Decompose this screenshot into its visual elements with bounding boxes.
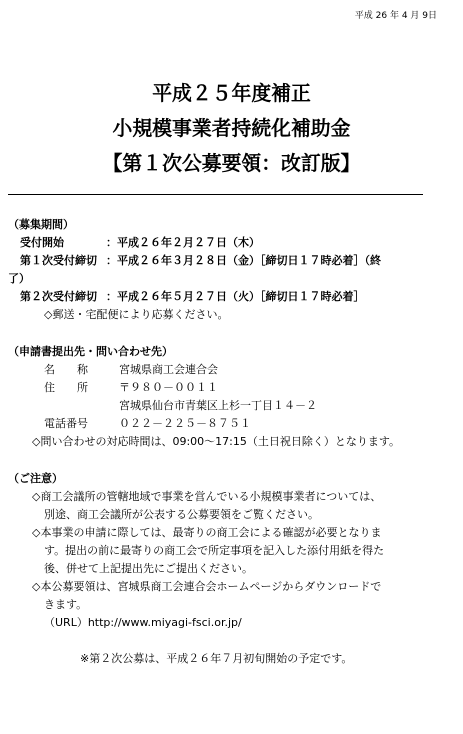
name-label: 名 称 [44,363,88,376]
phone-label: 電話番号 [44,417,88,430]
phone-value: ０２２－２２５－８７５１ [119,417,251,430]
second-round-note: ※第２次公募は、平成２６年７月初旬開始の予定です。 [80,652,353,665]
first-deadline-label: 第１次受付締切 [20,254,97,267]
website-url: （URL）http://www.miyagi-fsci.or.jp/ [44,616,242,629]
recruitment-first-deadline [20,254,381,267]
divider [8,194,423,195]
contact-name [44,363,218,376]
recruitment-heading: （募集期間） [8,218,74,231]
first-deadline-value: ：平成２６年３月２８日（金）［締切日１７時必着］（終 [106,254,381,267]
recruitment-second-deadline [20,290,365,303]
hours-note: ◇問い合わせの対応時間は、09:00～17:15（土日祝日除く）となります。 [32,435,400,448]
note-1-line-2: 別途、商工会議所が公表する公募要領をご覧ください。 [44,508,319,521]
title-line-1: 平成２５年度補正 [152,82,311,105]
first-deadline-cont: 了） [8,272,30,285]
title-line-2: 小規模事業者持続化補助金 [112,117,351,140]
start-value: ：平成２６年２月２７日（木） [106,236,260,249]
second-deadline-label: 第２次受付締切 [20,290,97,303]
contact-address [44,381,218,394]
notes-heading: （ご注意） [8,472,63,485]
mail-note: ◇郵送・宅配便により応募ください。 [44,308,229,321]
note-2-line-1: ◇本事業の申請に際しては、最寄りの商工会による確認が必要となりま [32,526,382,539]
title-line-3: 【第１次公募要領：改訂版】 [102,152,361,175]
second-deadline-value: ：平成２６年５月２７日（火）［締切日１７時必着］ [106,290,365,303]
address-value: 宮城県仙台市青葉区上杉一丁目１４－２ [119,399,317,412]
recruitment-start [20,236,260,249]
address-label: 住 所 [44,381,88,394]
zip-code: 〒９８０－００１１ [119,381,218,394]
name-value: 宮城県商工会連合会 [119,363,218,376]
note-1-line-1: ◇商工会議所の管轄地域で事業を営んでいる小規模事業者については、 [32,490,382,503]
contact-phone [44,417,251,430]
issue-date: 平成 26 年 4 月 9日 [354,11,437,21]
contact-heading: （申請書提出先・問い合わせ先） [8,345,173,358]
note-2-line-2: す。提出の前に最寄りの商工会で所定事項を記入した添付用紙を得た [44,544,385,557]
note-2-line-3: 後、併せて上記提出先にご提出ください。 [44,562,253,575]
note-3-line-2: きます。 [44,598,88,611]
note-3-line-1: ◇本公募要領は、宮城県商工会連合会ホームページからダウンロードで [32,580,382,593]
start-label: 受付開始 [20,236,64,249]
